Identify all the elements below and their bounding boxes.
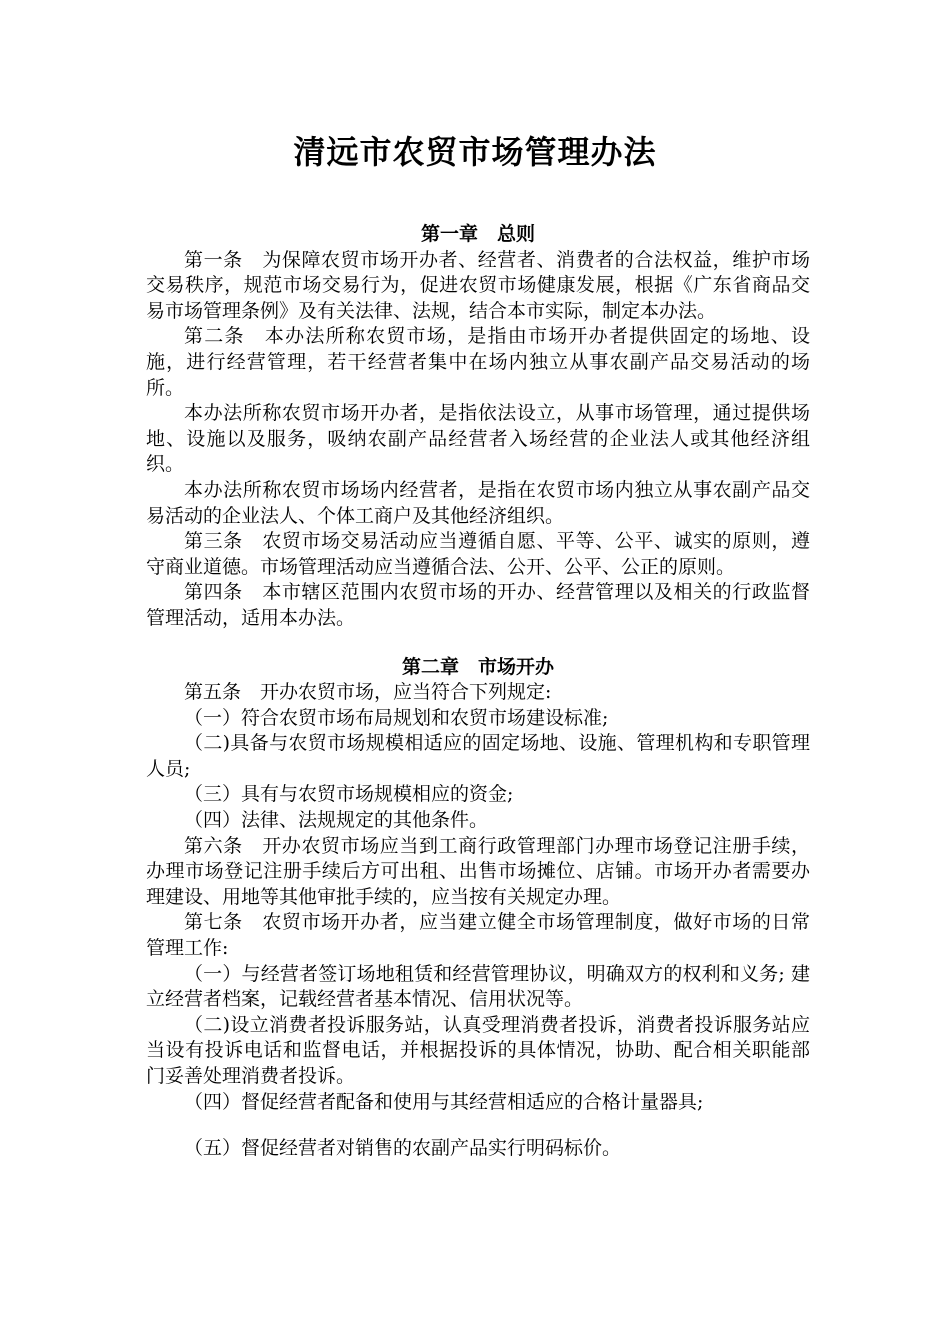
article-7-item-4: （四）督促经营者配备和使用与其经营相适应的合格计量器具; [184, 1090, 704, 1113]
article-5-item-3: （三）具有与农贸市场规模相应的资金; [184, 783, 514, 806]
document-body [146, 222, 810, 1162]
article-7-item-2: （二)设立消费者投诉服务站，认真受理消费者投诉，消费者投诉服务站应当设有投诉电话和监督电话，并根据投诉的具体情况，协助、配合相关职能部门妥善处理消费者投诉。 [146, 1013, 810, 1087]
article-5-item-2: （二)具备与农贸市场规模相适应的固定场地、设施、管理机构和专职管理人员; [146, 732, 810, 780]
article-7-item-1: （一）与经营者签订场地租赁和经营管理协议，明确双方的权利和义务; 建立经营者档案，记载经营者基本情况、信用状况等。 [146, 962, 810, 1011]
article-6: 第六条 开办农贸市场应当到工商行政管理部门办理市场登记注册手续，办理市场登记注册手续后方可出租、出售市场摊位、店铺。市场开办者需要办理建设、用地等其他审批手续的，应当按有关规定办理。 [146, 834, 810, 908]
article-7-item-5: （五）督促经营者对销售的农副产品实行明码标价。 [184, 1137, 622, 1160]
article-2: 第二条 本办法所称农贸市场，是指由市场开办者提供固定的场地、设施，进行经营管理，若干经营者集中在场内独立从事农副产品交易活动的场所。 [146, 325, 810, 399]
article-4: 第四条 本市辖区范围内农贸市场的开办、经营管理以及相关的行政监督管理活动，适用本办法。 [146, 581, 810, 629]
document-title: 清远市农贸市场管理办法 [293, 133, 657, 171]
article-5-item-1: （一）符合农贸市场布局规划和农贸市场建设标准; [184, 706, 609, 729]
article-5-item-4: （四）法律、法规规定的其他条件。 [184, 809, 489, 832]
paragraph-spacer [146, 1115, 810, 1136]
chapter-spacer [146, 632, 810, 655]
chapter-1-heading: 第一章 总则 [420, 223, 535, 245]
article-2-paragraph-2: 本办法所称农贸市场开办者，是指依法设立，从事市场管理，通过提供场地、设施以及服务，吸纳农副产品经营者入场经营的企业法人或其他经济组织。 [146, 402, 810, 476]
article-1: 第一条 为保障农贸市场开办者、经营者、消费者的合法权益，维护市场交易秩序，规范市场交易行为，促进农贸市场健康发展，根据《广东省商品交易市场管理条例》及有关法律、法规，结合本市实际，制定本办法。 [146, 248, 810, 322]
article-2-paragraph-3: 本办法所称农贸市场场内经营者，是指在农贸市场内独立从事农副产品交易活动的企业法人、个体工商户及其他经济组织。 [146, 478, 810, 527]
chapter-2-heading: 第二章 市场开办 [401, 655, 554, 678]
article-5: 第五条 开办农贸市场，应当符合下列规定: [184, 681, 552, 704]
article-7: 第七条 农贸市场开办者，应当建立健全市场管理制度，做好市场的日常管理工作: [146, 911, 810, 960]
article-3: 第三条 农贸市场交易活动应当遵循自愿、平等、公平、诚实的原则，遵守商业道德。市场管理活动应当遵循合法、公开、公平、公正的原则。 [146, 530, 810, 578]
